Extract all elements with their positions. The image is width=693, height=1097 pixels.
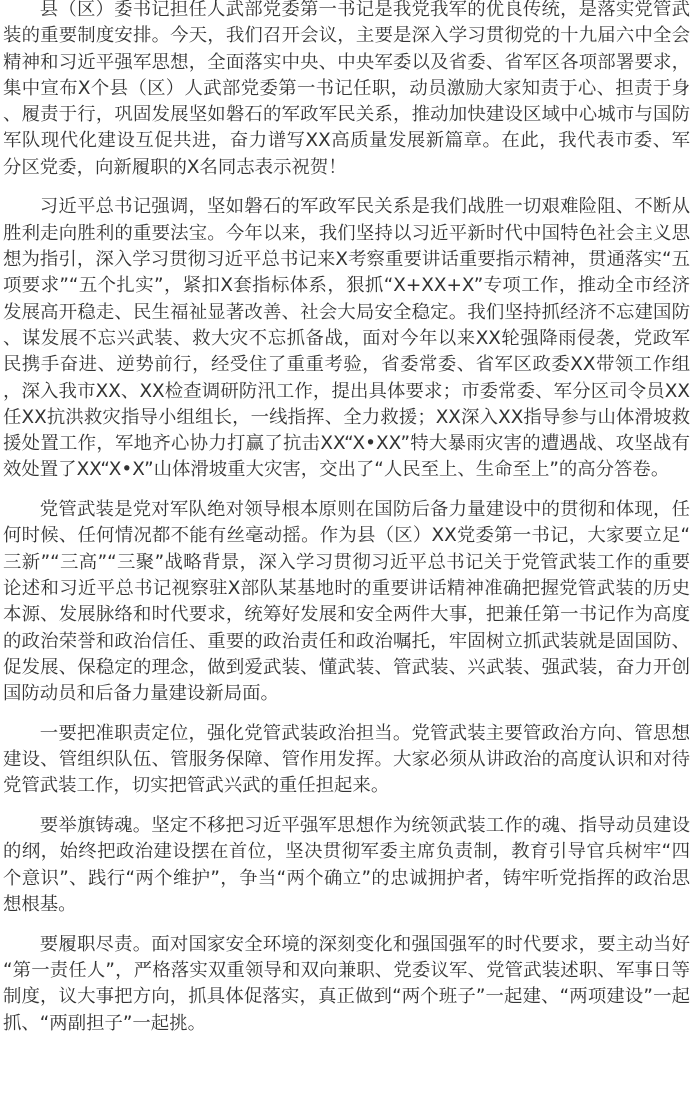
paragraph-3: 党管武装是党对军队绝对领导根本原则在国防后备力量建设中的贯彻和体现，任何时候、任何情况都不能有丝毫动摇。作为县（区）XX党委第一书记，大家要立足“三新”“三高”“三聚”战略背景，深入学习贯彻习近平总书记关于党管武装工作的重要论述和习近平总书记视察驻X部队某基地时的重要讲话精神准确把握党管武装的历史本源、发展脉络和时代要求，统筹好发展和安全两件大事，把兼任第一书记作为高度的政治荣誉和政治信任、重要的政治责任和政治嘱托，牢固树立抓武装就是固国防、促发展、保稳定的理念，做到爱武装、懂武装、管武装、兴武装、强武装，奋力开创国防动员和后备力量建设新局面。 [3,499,690,705]
paragraph-2: 习近平总书记强调，坚如磐石的军政军民关系是我们战胜一切艰难险阻、不断从胜利走向胜利的重要法宝。今年以来，我们坚持以习近平新时代中国特色社会主义思想为指引，深入学习贯彻习近平总书记来X考察重要讲话重要指示精神，贯通落实“五项要求”“五个扎实”，紧扣X套指标体系，狠抓“X+XX+X”专项工作，推动全市经济发展高开稳走、民生福祉显著改善、社会大局安全稳定。我们坚持抓经济不忘建国防、谋发展不忘兴武装、救大灾不忘抓备战，面对今年以来XX轮强降雨侵袭，党政军民携手奋进、逆势前行，经受住了重重考验，省委常委、省军区政委XX带领工作组，深入我市XX、XX检查调研防汛工作，提出具体要求；市委常委、军分区司令员XX任XX抗洪救灾指导小组组长，一线指挥、全力救援；XX深入XX指导参与山体滑坡救援处置工作，军地齐心协力打赢了抗击XX“X•XX”特大暴雨灾害的遭遇战、攻坚战有效处置了XX“X•X”山体滑坡重大灾害，交出了“人民至上、生命至上”的高分答卷。 [3,196,690,481]
paragraph-4: 一要把准职责定位，强化党管武装政治担当。党管武装主要管政治方向、管思想建设、管组织队伍、管服务保障、管作用发挥。大家必须从讲政治的高度认识和对待党管武装工作，切实把管武兴武的重任担起来。 [3,722,690,797]
paragraph-6: 要履职尽责。面对国家安全环境的深刻变化和强国强军的时代要求，要主动当好“第一责任人”，严格落实双重领导和双向兼职、党委议军、党管武装述职、军事日等制度，议大事把方向，抓具体促落实，真正做到“两个班子”一起建、“两项建设”一起抓、“两副担子”一起挑。 [3,933,690,1034]
paragraph-1: 县（区）委书记担任人武部党委第一书记是我党我军的优良传统，是落实党管武装的重要制度安排。今天，我们召开会议，主要是深入学习贯彻党的十九届六中全会精神和习近平强军思想，全面落实中央、中央军委以及省委、省军区各项部署要求，集中宣布X个县（区）人武部党委第一书记任职，动员激励大家知责于心、担责于身、履责于行，巩固发展坚如磐石的军政军民关系，推动加快建设区域中心城市与国防军队现代化建设互促共进，奋力谱写XX高质量发展新篇章。在此，我代表市委、军分区党委，向新履职的X名同志表示祝贺！ [3,0,690,178]
paragraph-5: 要举旗铸魂。坚定不移把习近平强军思想作为统领武装工作的魂、指导动员建设的纲，始终把政治建设摆在首位，坚决贯彻军委主席负责制，教育引导官兵树牢“四个意识”、践行“两个维护”，争当“两个确立”的忠诚拥护者，铸牢听党指挥的政治思想根基。 [3,815,690,916]
